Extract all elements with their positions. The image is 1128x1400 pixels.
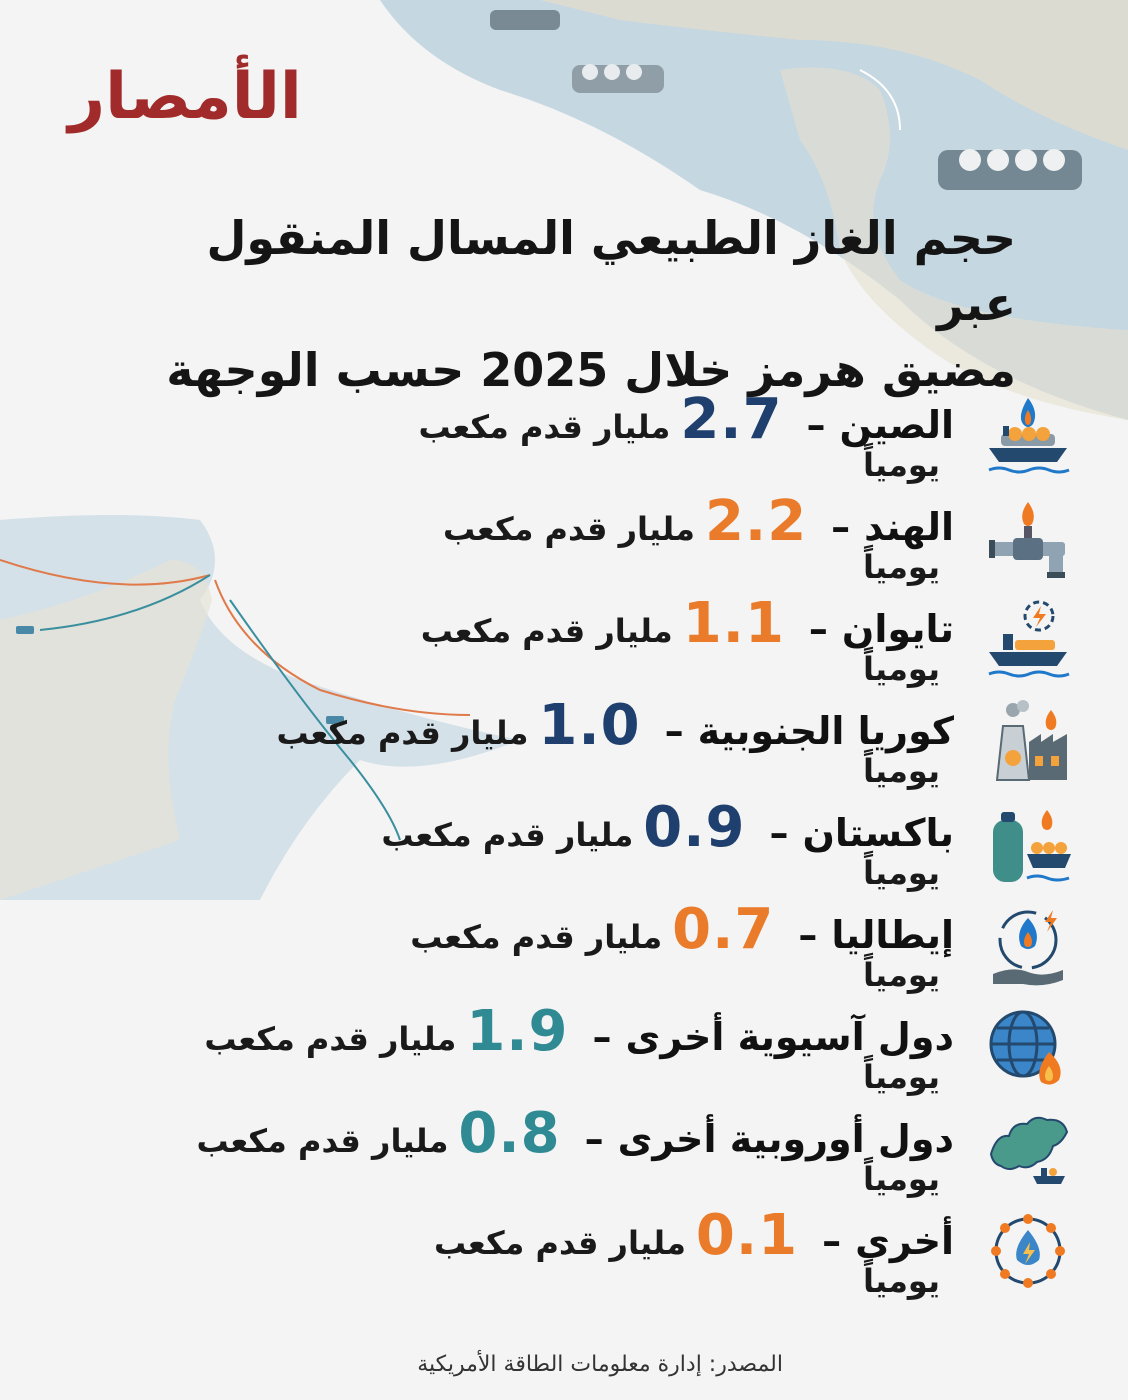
unit-daily: يومياً [863,1057,940,1096]
unit-daily: يومياً [863,1159,940,1198]
unit-label: مليار قدم مكعب [410,917,663,956]
dash: – [808,606,828,651]
unit-daily: يومياً [863,751,940,790]
country-name: دول أوروبية أخرى [617,1116,954,1161]
brand-logo [55,52,315,142]
value-0-8: 0.8 [458,1100,561,1166]
power-plant-icon [978,691,1078,791]
unit-label: مليار قدم مكعب [443,509,695,548]
list-item [28,793,1078,893]
value-0-9: 0.9 [643,794,746,860]
unit-label: مليار قدم مكعب [381,815,634,854]
list-item [28,1099,1078,1199]
list-item [28,589,1078,689]
gas-pipeline-icon [978,487,1078,587]
country-name: باكستان [802,810,954,855]
list-item [28,487,1078,587]
country-name: الصين [839,402,954,447]
dash: – [822,1218,842,1263]
country-name: دول آسيوية أخرى [625,1014,954,1059]
unit-label: مليار قدم مكعب [196,1121,449,1160]
value-0-1: 0.1 [695,1202,799,1268]
dash: – [798,912,818,957]
europe-map-ship-icon [978,1099,1078,1199]
unit-label: مليار قدم مكعب [434,1223,686,1262]
unit-daily: يومياً [863,1261,940,1300]
lng-ship-flame-icon [978,385,1078,485]
value-0-7: 0.7 [672,896,775,962]
value-2-2: 2.2 [704,488,808,554]
energy-drop-network-icon [978,1201,1078,1301]
list-item [28,385,1078,485]
list-item [28,691,1078,791]
country-name: إيطاليا [831,912,954,957]
value-2-7: 2.7 [680,386,783,452]
dash: – [806,402,826,447]
value-1-9: 1.9 [466,998,569,1064]
unit-label: مليار قدم مكعب [418,407,671,446]
country-name: كوريا الجنوبية [697,708,954,753]
country-name: أخرى [855,1218,954,1263]
dash: – [664,708,684,753]
unit-daily: يومياً [863,955,940,994]
page-title [116,205,1016,403]
title-line-1: حجم الغاز الطبيعي المسال المنقول عبر [206,211,1016,331]
dash: – [769,810,789,855]
country-name: الهند [864,504,954,549]
dash: – [831,504,851,549]
title-line-2: مضيق هرمز خلال 2025 حسب الوجهة [166,343,1016,397]
dash: – [584,1116,604,1161]
list-item [28,997,1078,1097]
country-name: تايوان [841,606,954,651]
unit-label: مليار قدم مكعب [204,1019,457,1058]
energy-ship-icon [978,589,1078,689]
globe-flame-icon [978,997,1078,1097]
hand-flame-energy-icon [978,895,1078,995]
value-1-1: 1.1 [682,590,785,656]
unit-daily: يومياً [863,547,940,586]
unit-label: مليار قدم مكعب [420,611,673,650]
dash: – [592,1014,612,1059]
list-item [28,1201,1078,1301]
unit-daily: يومياً [863,853,940,892]
unit-daily: يومياً [863,445,940,484]
unit-label: مليار قدم مكعب [276,713,529,752]
source-note: المصدر: إدارة معلومات الطاقة الأمريكية [417,1352,783,1377]
unit-daily: يومياً [863,649,940,688]
gas-tank-ship-icon [978,793,1078,893]
logo-text: الأمصار [68,60,302,134]
value-1-0: 1.0 [538,692,641,758]
list-item [28,895,1078,995]
